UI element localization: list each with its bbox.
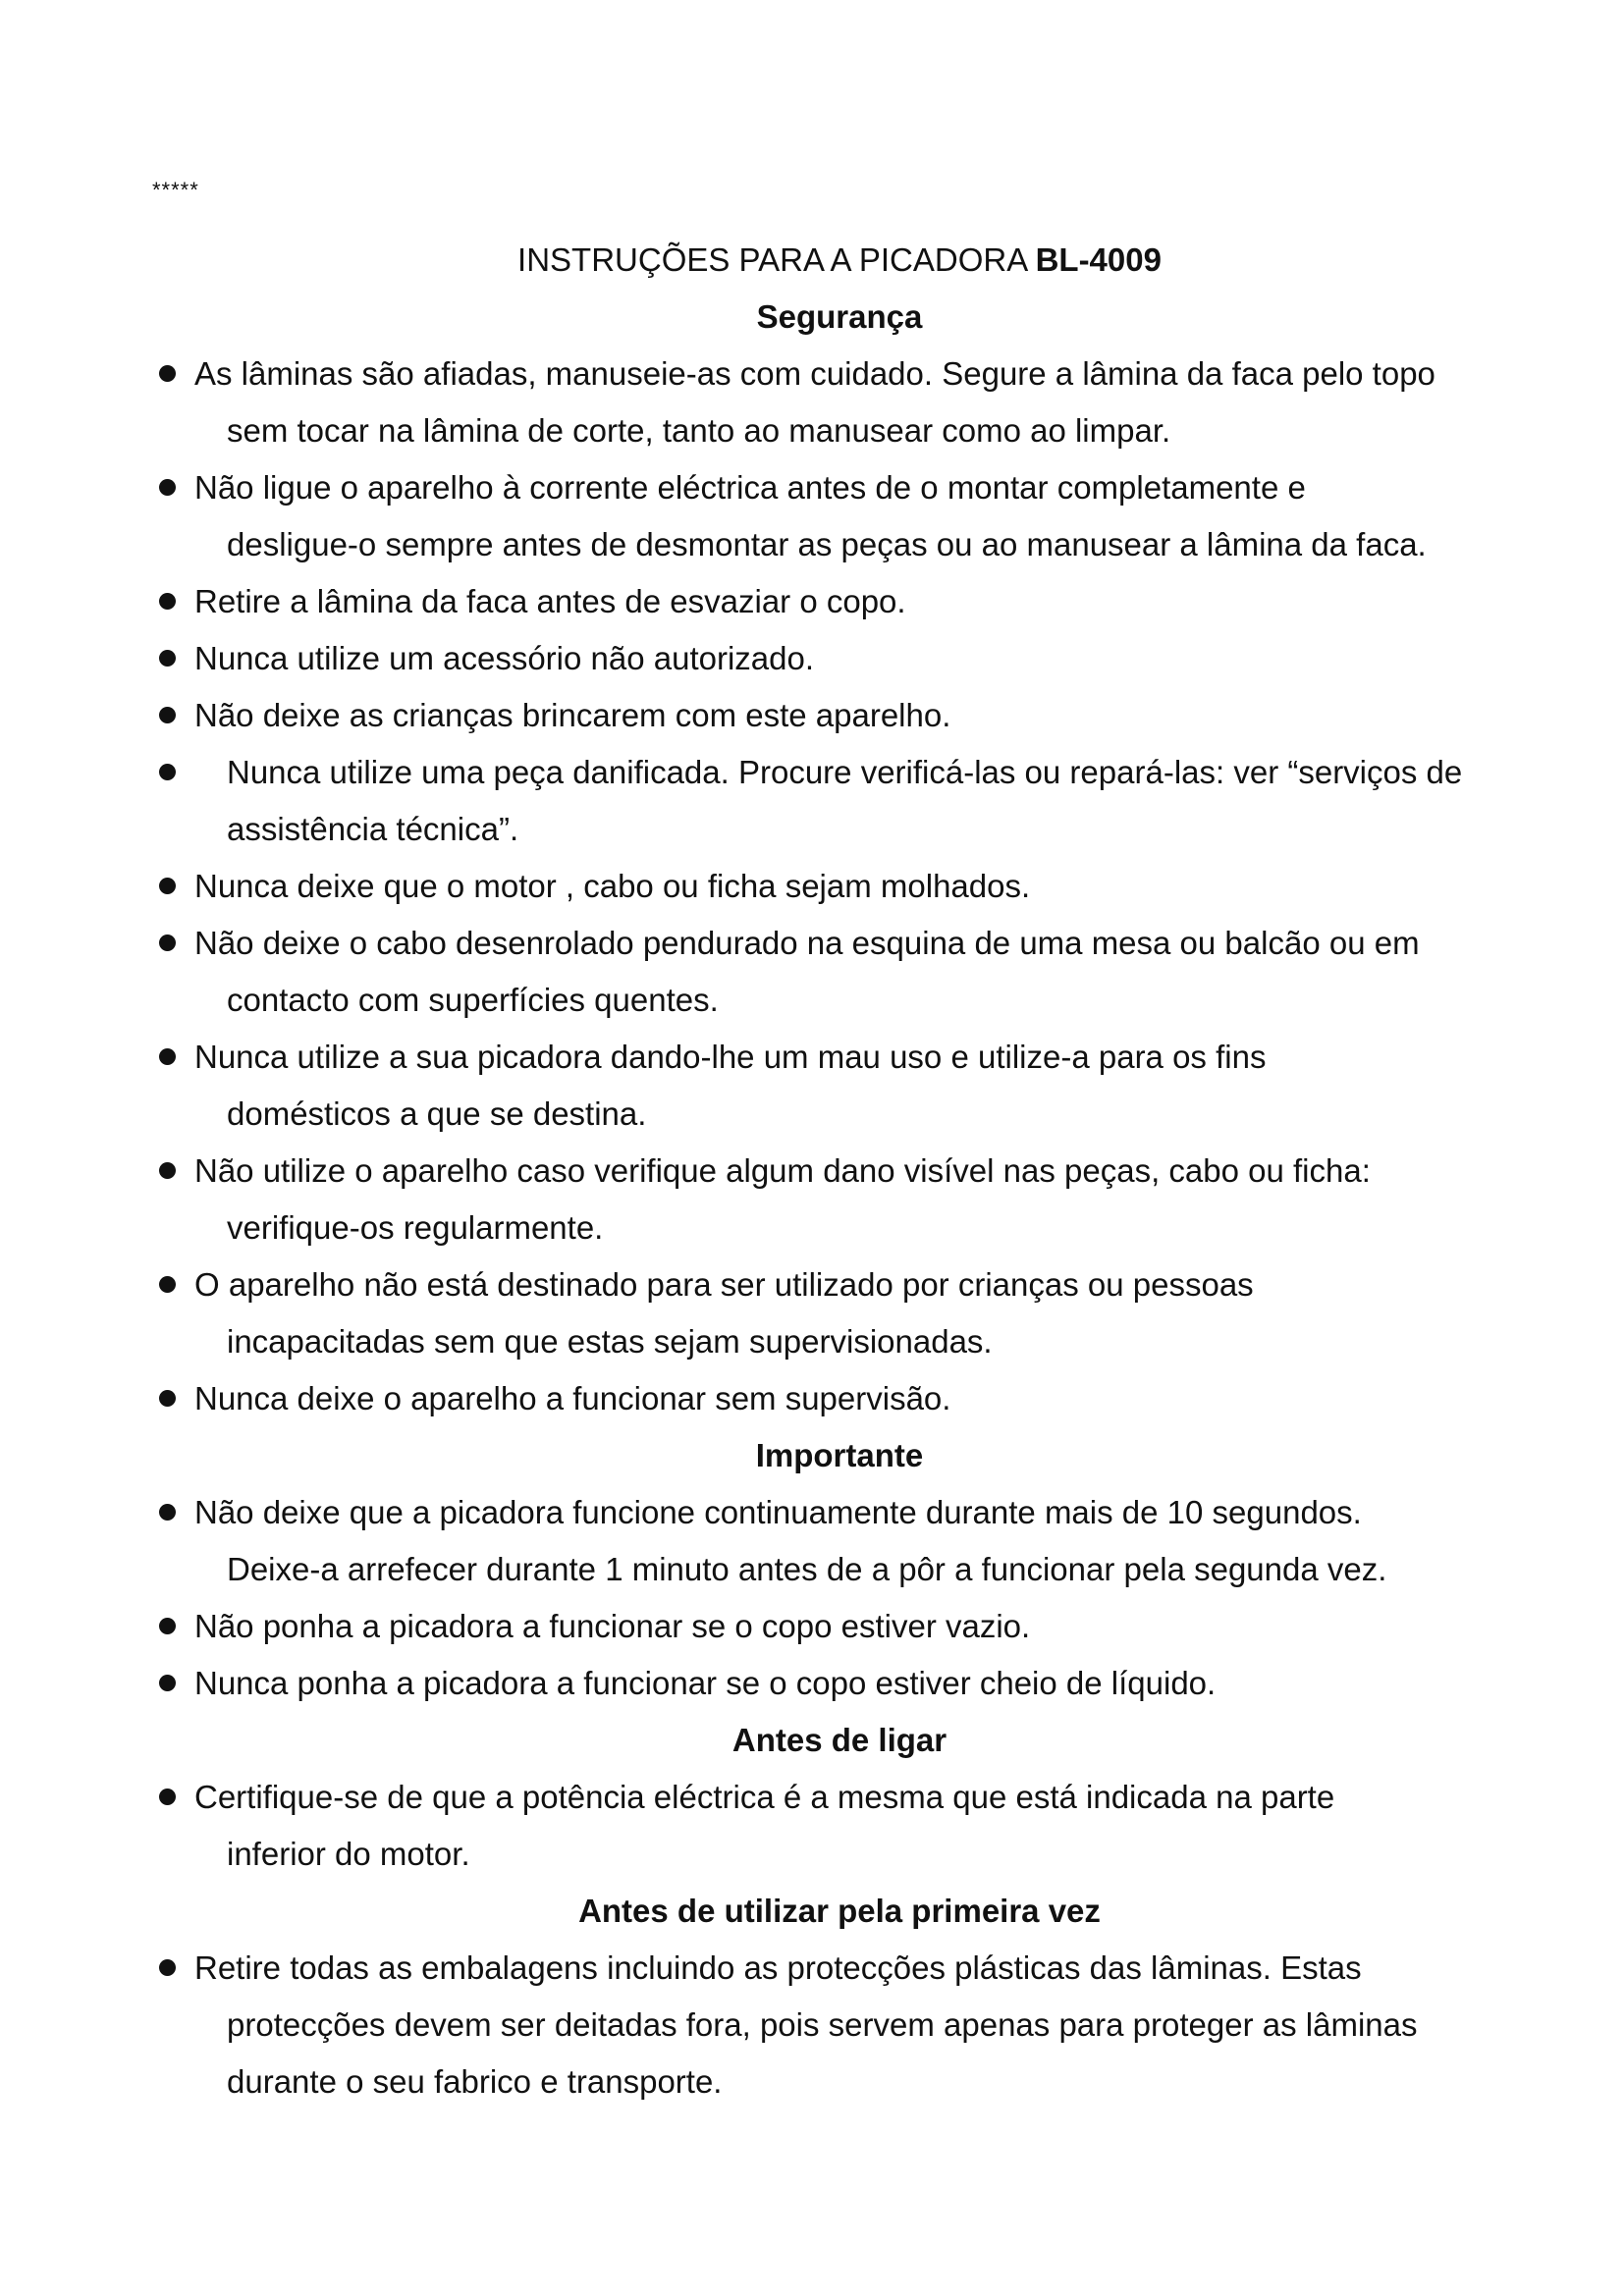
list-item-text: verifique-os regularmente. [227, 1209, 604, 1246]
bullet-icon [159, 1048, 176, 1065]
list-item-text: durante o seu fabrico e transporte. [227, 2063, 723, 2100]
title-model: BL-4009 [1035, 241, 1162, 278]
list-item-text: Certifique-se de que a potência eléctrica é a mesma que está indicada na parte [194, 1779, 1335, 1815]
list-item-text: incapacitadas sem que estas sejam supervisionadas. [227, 1323, 993, 1360]
bullet-icon [159, 764, 176, 780]
list-item-text: Nunca deixe que o motor , cabo ou ficha sejam molhados. [194, 868, 1031, 904]
list-item-text: As lâminas são afiadas, manuseie-as com cuidado. Segure a lâmina da faca pelo topo [194, 355, 1435, 392]
list-antes-de-ligar [152, 1769, 1507, 1883]
list-item [152, 630, 1507, 687]
bullet-icon [159, 1675, 176, 1691]
bullet-icon [159, 1959, 176, 1976]
bullet-icon [159, 1618, 176, 1634]
list-item [152, 1143, 1507, 1256]
list-item-text: protecções devem ser deitadas fora, pois servem apenas para proteger as lâminas [227, 2006, 1418, 2043]
list-item-text: contacto com superfícies quentes. [227, 982, 719, 1018]
list-item-text: Retire a lâmina da faca antes de esvaziar o copo. [194, 583, 906, 619]
list-item [152, 459, 1507, 573]
list-item-text: Não deixe as crianças brincarem com este aparelho. [194, 697, 951, 733]
list-item [152, 915, 1507, 1029]
list-item-text: Nunca utilize uma peça danificada. Procure verificá-las ou repará-las: ver “serviços de [227, 754, 1463, 790]
bullet-icon [159, 1504, 176, 1521]
list-item [152, 1029, 1507, 1143]
heading-antes-de-utilizar: Antes de utilizar pela primeira vez [578, 1893, 1101, 1929]
heading-importante: Importante [755, 1437, 924, 1473]
list-item-text: Não ligue o aparelho à corrente eléctrica antes de o montar completamente e [194, 469, 1306, 506]
bullet-icon [159, 1390, 176, 1407]
document-title [152, 232, 1507, 289]
bullet-icon [159, 593, 176, 610]
bullet-icon [159, 1789, 176, 1805]
list-item-text: Nunca ponha a picadora a funcionar se o copo estiver cheio de líquido. [194, 1665, 1217, 1701]
list-item-text: inferior do motor. [227, 1836, 470, 1872]
bullet-icon [159, 1276, 176, 1293]
list-item [152, 744, 1507, 858]
title-prefix: INSTRUÇÕES PARA A PICADORA [517, 241, 1036, 278]
list-item [152, 1940, 1507, 2110]
list-item [152, 1370, 1507, 1427]
bullet-icon [159, 650, 176, 667]
list-item-text: Nunca utilize um acessório não autorizado. [194, 640, 815, 676]
list-importante [152, 1484, 1507, 1712]
list-item-text: desligue-o sempre antes de desmontar as peças ou ao manusear a lâmina da faca. [227, 526, 1427, 562]
list-item [152, 1769, 1507, 1883]
heading-seguranca: Segurança [756, 298, 923, 335]
list-item-text: Retire todas as embalagens incluindo as protecções plásticas das lâminas. Estas [194, 1949, 1362, 1986]
list-item [152, 1598, 1507, 1655]
list-item-text: assistência técnica”. [227, 811, 519, 847]
list-seguranca [152, 346, 1507, 1427]
bullet-icon [159, 479, 176, 496]
bullet-icon [159, 878, 176, 894]
list-item-text: Deixe-a arrefecer durante 1 minuto antes de a pôr a funcionar pela segunda vez. [227, 1551, 1387, 1587]
list-item [152, 687, 1507, 744]
list-item [152, 346, 1507, 459]
list-item [152, 1655, 1507, 1712]
list-item [152, 1256, 1507, 1370]
list-item-text: O aparelho não está destinado para ser utilizado por crianças ou pessoas [194, 1266, 1254, 1303]
list-item-text: Não utilize o aparelho caso verifique algum dano visível nas peças, cabo ou ficha: [194, 1152, 1371, 1189]
list-item-text: domésticos a que se destina. [227, 1095, 647, 1132]
list-antes-de-utilizar [152, 1940, 1507, 2110]
list-item-text: Não deixe o cabo desenrolado pendurado na esquina de uma mesa ou balcão ou em [194, 925, 1420, 961]
stars-marker: ***** [152, 178, 199, 202]
list-item [152, 1484, 1507, 1598]
bullet-icon [159, 365, 176, 382]
list-item-text: Não deixe que a picadora funcione continuamente durante mais de 10 segundos. [194, 1494, 1362, 1530]
list-item-text: Não ponha a picadora a funcionar se o copo estiver vazio. [194, 1608, 1031, 1644]
list-item [152, 858, 1507, 915]
bullet-icon [159, 707, 176, 723]
document-content [152, 232, 1507, 2110]
bullet-icon [159, 1162, 176, 1179]
list-item [152, 573, 1507, 630]
list-item-text: Nunca deixe o aparelho a funcionar sem supervisão. [194, 1380, 951, 1416]
heading-antes-de-ligar: Antes de ligar [731, 1722, 947, 1758]
list-item-text: sem tocar na lâmina de corte, tanto ao manusear como ao limpar. [227, 412, 1171, 449]
list-item-text: Nunca utilize a sua picadora dando-lhe um mau uso e utilize-a para os fins [194, 1039, 1267, 1075]
bullet-icon [159, 934, 176, 951]
